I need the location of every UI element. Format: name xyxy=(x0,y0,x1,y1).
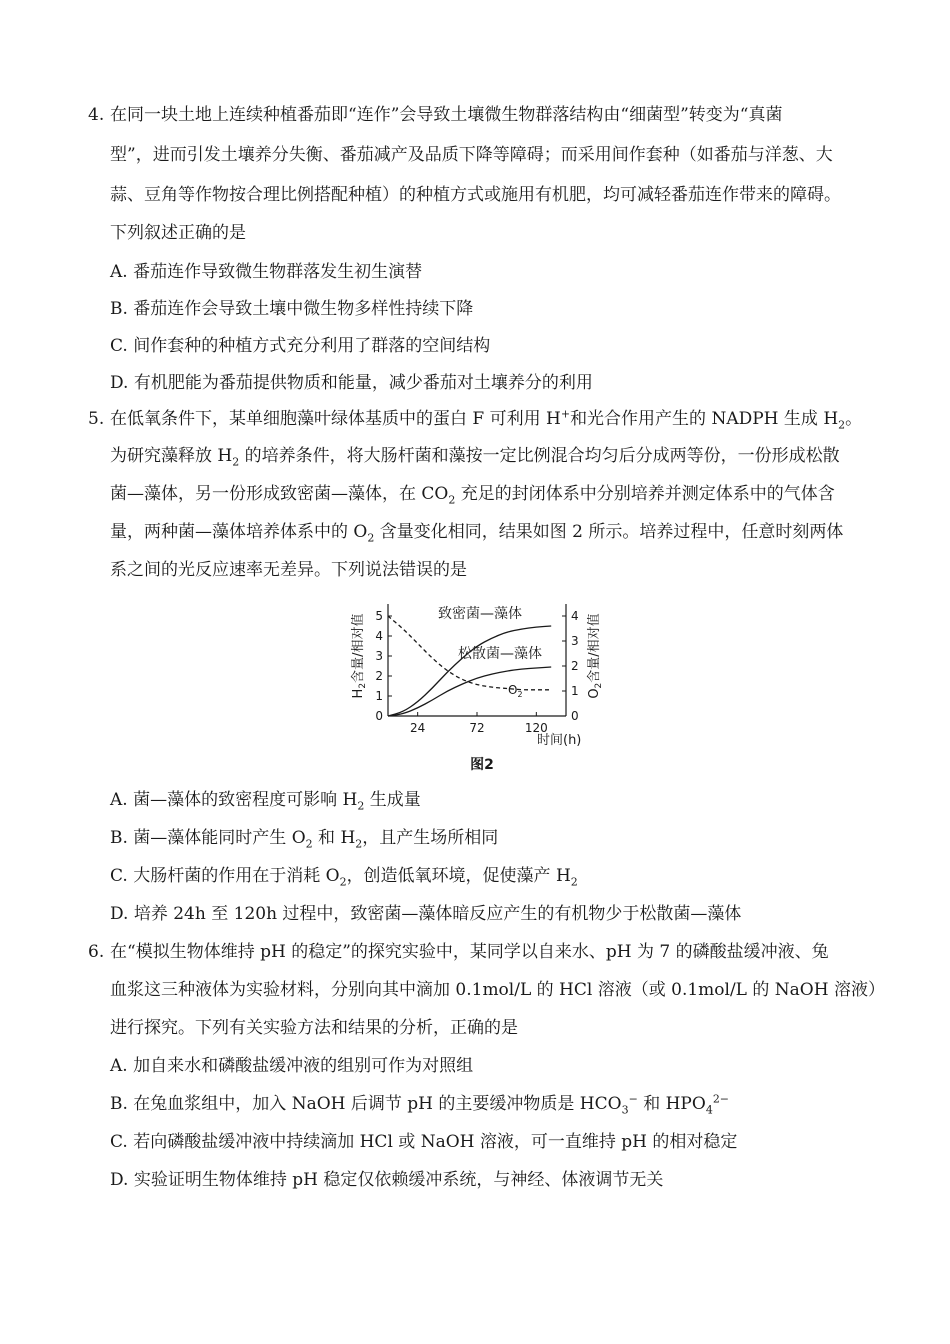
chart-title: 图2 xyxy=(470,757,494,773)
chart-x-axis-label: 时间(h) xyxy=(537,733,582,748)
figure-2-chart xyxy=(340,598,620,778)
chart-left-axis-label: $H_2$含量/相对值 xyxy=(351,613,368,699)
series-line-0 xyxy=(388,626,551,716)
option-a: A. 加自来水和磷酸盐缓冲液的组别可作为对照组 xyxy=(110,1056,474,1076)
stem-line: 下列叙述正确的是 xyxy=(110,223,246,243)
right-tick-label: 0 xyxy=(571,709,579,723)
option-a: A. 番茄连作导致微生物群落发生初生演替 xyxy=(110,262,423,282)
x-tick-label: 120 xyxy=(524,721,548,735)
right-tick-label: 1 xyxy=(571,684,579,698)
stem-line: 血浆这三种液体为实验材料，分别向其中滴加 0.1mol/L 的 HCl 溶液（或 0.1mol/L 的 NaOH 溶液） xyxy=(110,980,885,1000)
option-a: A. 菌—藻体的致密程度可影响 $H_2$ 生成量 xyxy=(110,790,421,813)
left-tick-label: 1 xyxy=(375,689,383,703)
left-tick-label: 2 xyxy=(375,669,383,683)
option-b: B. 番茄连作会导致土壤中微生物多样性持续下降 xyxy=(110,299,474,319)
option-b: B. 在兔血浆组中，加入 NaOH 后调节 pH 的主要缓冲物质是 $HCO_3^-$ 和 $HPO_4^{2-}$ xyxy=(110,1092,730,1117)
left-tick-label: 0 xyxy=(375,709,383,723)
left-tick-label: 4 xyxy=(375,629,383,643)
x-tick-label: 72 xyxy=(469,721,485,735)
stem-line: 进行探究。下列有关实验方法和结果的分析，正确的是 xyxy=(110,1018,518,1038)
option-c: C. 间作套种的种植方式充分利用了群落的空间结构 xyxy=(110,336,491,356)
option-c: C. 大肠杆菌的作用在于消耗 $O_2$，创造低氧环境，促使藻产 $H_2$ xyxy=(110,866,578,889)
stem-line: 为研究藻释放 $H_2$ 的培养条件，将大肠杆菌和藻按一定比例混合均匀后分成两等份，一份形成松散 xyxy=(110,446,840,469)
chart-label-dense: 致密菌—藻体 xyxy=(438,606,522,622)
stem-line: 型”，进而引发土壤养分失衡、番茄减产及品质下降等障碍；而采用间作套种（如番茄与洋葱、大 xyxy=(110,145,833,165)
chart-label-o2: $O_2$ xyxy=(508,683,523,699)
stem-line: 在“模拟生物体维持 pH 的稳定”的探究实验中，某同学以自来水、pH 为 7 的磷酸盐缓冲液、兔 xyxy=(110,942,829,962)
right-tick-label: 3 xyxy=(571,634,579,648)
chart-label-loose: 松散菌—藻体 xyxy=(458,646,542,662)
stem-line: 在低氧条件下，某单细胞藻叶绿体基质中的蛋白 F 可利用 H+和光合作用产生的 NADPH 生成 $H_2$。 xyxy=(110,407,863,432)
question-number: 5. xyxy=(88,409,105,429)
left-tick-label: 3 xyxy=(375,649,383,663)
stem-line: 系之间的光反应速率无差异。下列说法错误的是 xyxy=(110,560,467,580)
option-d: D. 培养 24h 至 120h 过程中，致密菌—藻体暗反应产生的有机物少于松散菌—藻体 xyxy=(110,904,742,924)
stem-line: 量，两种菌—藻体培养体系中的 $O_2$ 含量变化相同，结果如图 2 所示。培养过程中，任意时刻两体 xyxy=(110,522,844,545)
option-d: D. 实验证明生物体维持 pH 稳定仅依赖缓冲系统，与神经、体液调节无关 xyxy=(110,1170,664,1190)
question-number: 6. xyxy=(88,942,105,962)
question-number: 4. xyxy=(88,105,105,125)
left-tick-label: 5 xyxy=(375,609,383,623)
stem-line: 在同一块土地上连续种植番茄即“连作”会导致土壤微生物群落结构由“细菌型”转变为“真菌 xyxy=(110,105,783,125)
right-tick-label: 4 xyxy=(571,609,579,623)
option-b: B. 菌—藻体能同时产生 $O_2$ 和 $H_2$，且产生场所相同 xyxy=(110,828,499,851)
right-tick-label: 2 xyxy=(571,659,579,673)
series-line-1 xyxy=(388,667,551,716)
x-tick-label: 24 xyxy=(410,721,426,735)
chart-right-axis-label: $O_2$含量/相对值 xyxy=(587,613,604,699)
stem-line: 蒜、豆角等作物按合理比例搭配种植）的种植方式或施用有机肥，均可减轻番茄连作带来的障碍。 xyxy=(110,185,841,205)
stem-line: 菌—藻体，另一份形成致密菌—藻体，在 $CO_2$ 充足的封闭体系中分别培养并测定体系中的气体含 xyxy=(110,484,835,507)
option-c: C. 若向磷酸盐缓冲液中持续滴加 HCl 或 NaOH 溶液，可一直维持 pH 的相对稳定 xyxy=(110,1132,738,1152)
option-d: D. 有机肥能为番茄提供物质和能量，减少番茄对土壤养分的利用 xyxy=(110,373,593,393)
